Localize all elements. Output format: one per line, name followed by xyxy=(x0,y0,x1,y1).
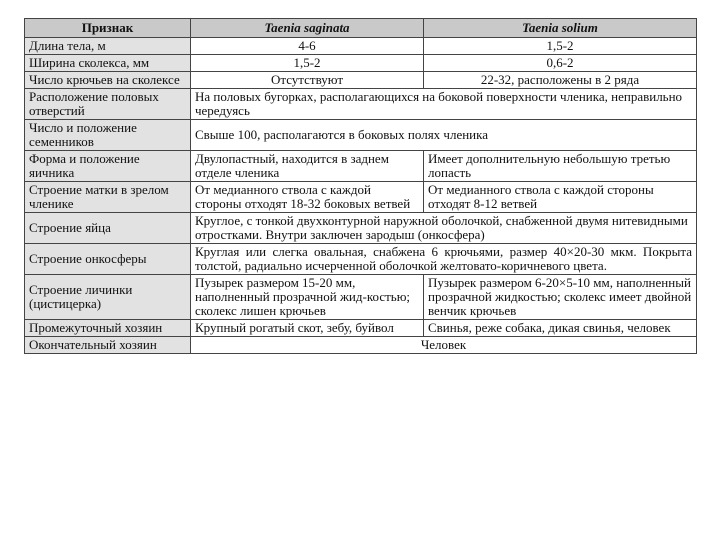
shared-cell: Круглое, с тонкой двухконтурной наружной оболочкой, снабженной двумя нитевидными отростками. Внутри заключен зародыш (онкосфера) xyxy=(191,213,697,244)
solium-cell: Свинья, реже собака, дикая свинья, человек xyxy=(424,320,697,337)
table-row xyxy=(25,151,697,182)
feature-cell: Расположение половых отверстий xyxy=(25,89,191,120)
table-row xyxy=(25,72,697,89)
feature-cell: Окончательный хозяин xyxy=(25,337,191,354)
feature-cell: Форма и положение яичника xyxy=(25,151,191,182)
solium-cell: От медианного ствола с каждой стороны отходят 8-12 ветвей xyxy=(424,182,697,213)
table-row xyxy=(25,337,697,354)
solium-cell: 1,5-2 xyxy=(424,38,697,55)
header-row xyxy=(25,19,697,38)
comparison-table xyxy=(24,18,697,354)
header-taenia-saginata: Taenia saginata xyxy=(191,19,424,38)
table-row xyxy=(25,120,697,151)
table-row xyxy=(25,182,697,213)
header-feature: Признак xyxy=(25,19,191,38)
solium-cell: Пузырек размером 6-20×5-10 мм, наполненный прозрачной жидкостью; сколекс имеет двойной венчик крючьев xyxy=(424,275,697,320)
solium-cell: 0,6-2 xyxy=(424,55,697,72)
shared-cell: Человек xyxy=(191,337,697,354)
saginata-cell: 1,5-2 xyxy=(191,55,424,72)
saginata-cell: Крупный рогатый скот, зебу, буйвол xyxy=(191,320,424,337)
saginata-cell: Отсутствуют xyxy=(191,72,424,89)
shared-cell: Круглая или слегка овальная, снабжена 6 крючьями, размер 40×20-30 мкм. Покрыта толстой, радиально исчерченной оболочкой желтовато-коричневого цвета. xyxy=(191,244,697,275)
feature-cell: Длина тела, м xyxy=(25,38,191,55)
table-row xyxy=(25,213,697,244)
table-row xyxy=(25,38,697,55)
table-row xyxy=(25,89,697,120)
feature-cell: Ширина сколекса, мм xyxy=(25,55,191,72)
feature-cell: Строение матки в зрелом членике xyxy=(25,182,191,213)
feature-cell: Строение личинки (цистицерка) xyxy=(25,275,191,320)
table-row xyxy=(25,55,697,72)
saginata-cell: 4-6 xyxy=(191,38,424,55)
header-taenia-solium: Taenia solium xyxy=(424,19,697,38)
saginata-cell: Пузырек размером 15-20 мм, наполненный прозрачной жид-костью; сколекс лишен крючьев xyxy=(191,275,424,320)
table-row xyxy=(25,275,697,320)
table-row xyxy=(25,320,697,337)
shared-cell: Свыше 100, располагаются в боковых полях членика xyxy=(191,120,697,151)
feature-cell: Строение яйца xyxy=(25,213,191,244)
solium-cell: Имеет дополнительную небольшую третью лопасть xyxy=(424,151,697,182)
feature-cell: Число крючьев на сколексе xyxy=(25,72,191,89)
feature-cell: Строение онкосферы xyxy=(25,244,191,275)
feature-cell: Промежуточный хозяин xyxy=(25,320,191,337)
saginata-cell: От медианного ствола с каждой стороны отходят 18-32 боковых ветвей xyxy=(191,182,424,213)
feature-cell: Число и положение семенников xyxy=(25,120,191,151)
shared-cell: На половых бугорках, располагающихся на боковой поверхности членика, неправильно чередуясь xyxy=(191,89,697,120)
solium-cell: 22-32, расположены в 2 ряда xyxy=(424,72,697,89)
table-row xyxy=(25,244,697,275)
saginata-cell: Двулопастный, находится в заднем отделе членика xyxy=(191,151,424,182)
